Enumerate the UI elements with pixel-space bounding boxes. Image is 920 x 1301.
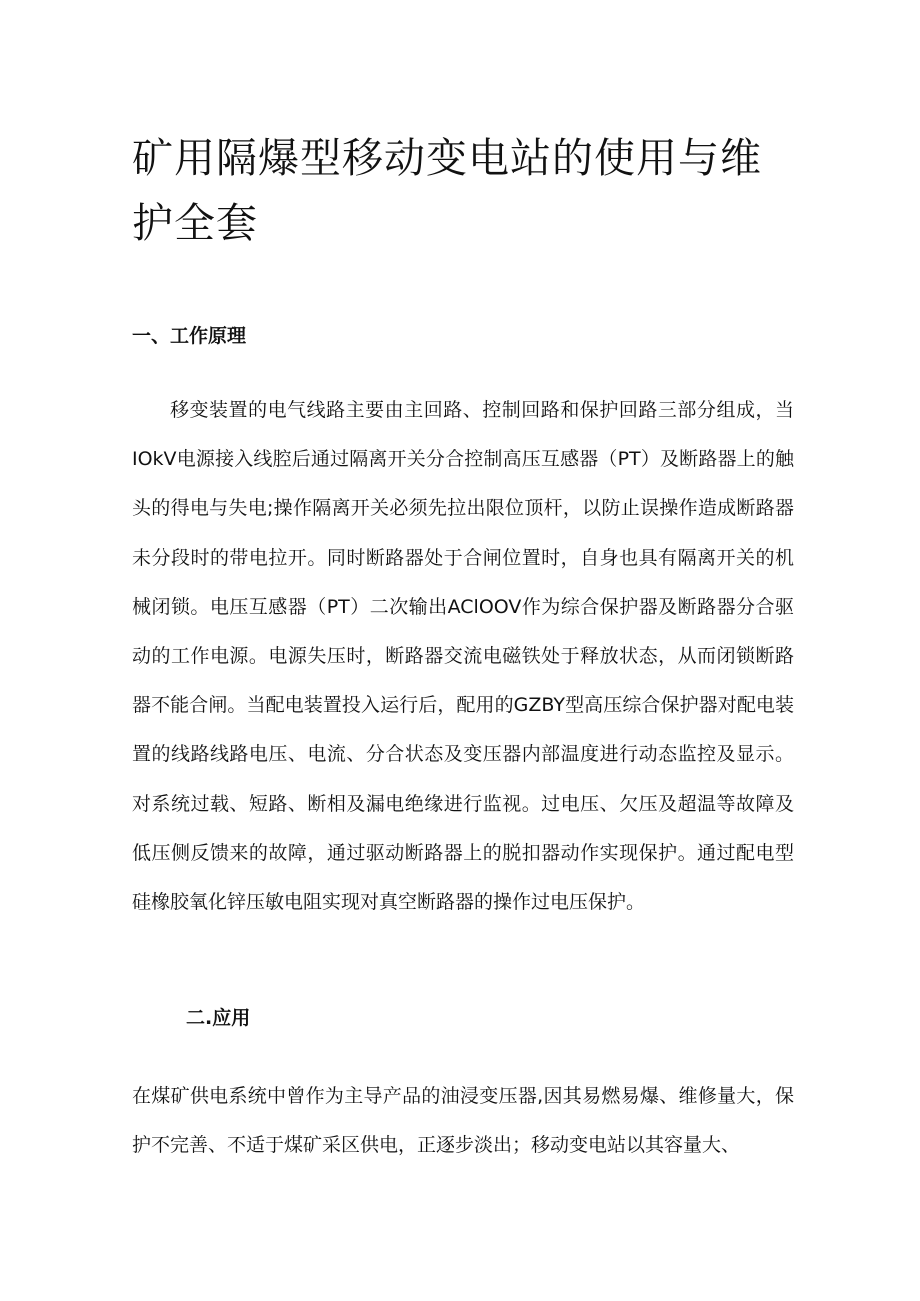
paragraph-application: 在煤矿供电系统中曾作为主导产品的油浸变压器,因其易燃易爆、维修量大，保护不完善、不适于煤矿采区供电，正逐步淡出；移动变电站以其容量大、 (132, 1085, 794, 1157)
document-title: 矿用隔爆型移动变电站的使用与维护全套 (132, 134, 762, 247)
paragraph-working-principle: 移变装置的电气线路主要由主回路、控制回路和保护回路三部分组成，当IOkV电源接入线腔后通过隔离开关分合控制高压互感器（PT）及断路器上的触头的得电与失电;操作隔离开关必须先拉出限位顶杆，以防止误操作造成断路器未分段时的带电拉开。同时断路器处于合闸位置时，自身也具有隔离开关的机械闭锁。电压互感器（PT）二次输出AClOOV作为综合保护器及断路器分合驱动的工作电源。电源失压时，断路器交流电磁铁处于释放状态，从而闭锁断路器不能合闸。当配电装置投入运行后，配用的GZBY型高压综合保护器对配电装置的线路线路电压、电流、分合状态及变压器内部温度进行动态监控及显示。对系统过载、短路、断相及漏电绝缘进行监视。过电压、欠压及超温等故障及低压侧反馈来的故障，通过驱动断路器上的脱扣器动作实现保护。通过配电型硅橡胶氧化锌压敏电阻实现对真空断路器的操作过电压保护。 (132, 399, 794, 914)
section-heading-working-principle: 一、工作原理 (132, 325, 247, 347)
section-heading-application: 二.应用 (186, 1007, 251, 1029)
